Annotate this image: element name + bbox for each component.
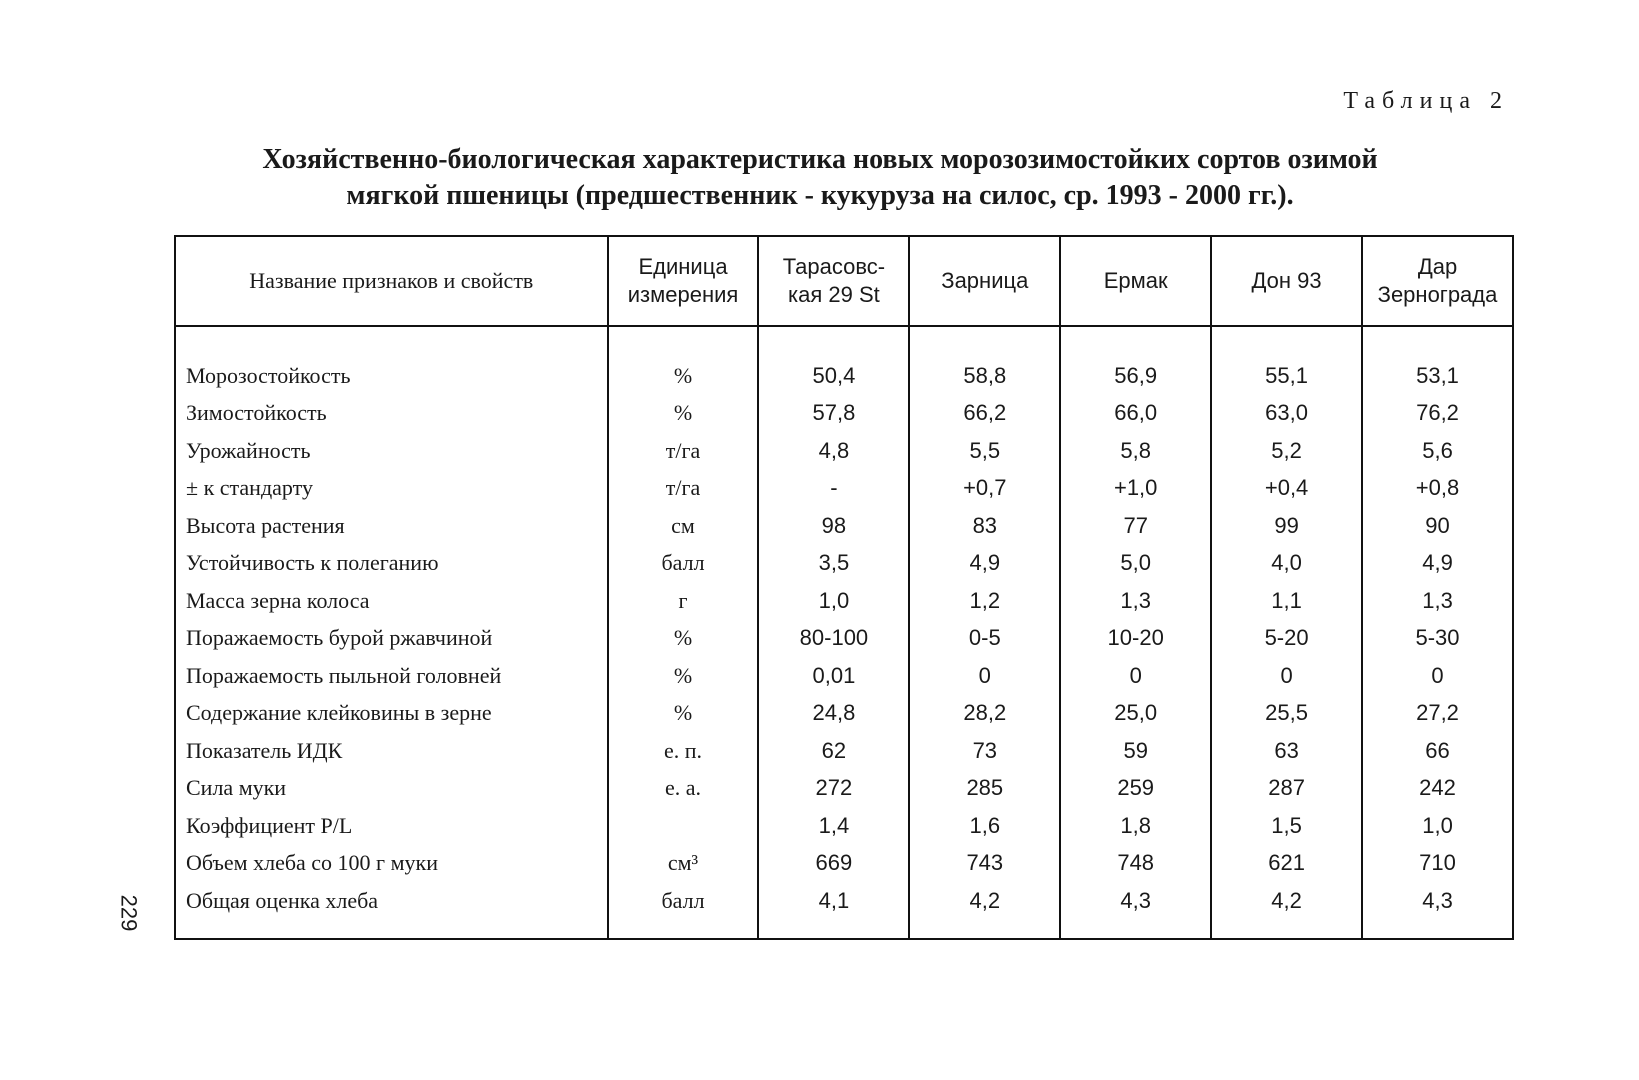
row-value: +0,4	[1211, 470, 1362, 508]
row-unit: т/га	[608, 470, 759, 508]
table-row	[175, 807, 1513, 845]
row-value: 62	[758, 732, 909, 770]
row-value: 710	[1362, 845, 1513, 883]
title-line-2: мягкой пшеницы (предшественник - кукуруза на силос, ср. 1993 - 2000 гг.).	[346, 180, 1294, 211]
row-name: Масса зерна колоса	[186, 587, 370, 613]
table-row	[175, 695, 1513, 733]
row-unit: е. а.	[608, 770, 759, 808]
row-value: 5,5	[909, 432, 1060, 470]
row-value: 743	[909, 845, 1060, 883]
row-value: 66,0	[1060, 395, 1211, 433]
row-value: 55,1	[1211, 326, 1362, 395]
header-zarnitsa: Зарница	[909, 236, 1060, 326]
row-name: ± к стандарту	[186, 475, 313, 501]
row-value: -	[758, 470, 909, 508]
row-value: 53,1	[1362, 326, 1513, 395]
header-unit-line-2: измерения	[627, 282, 739, 307]
row-value: 285	[909, 770, 1060, 808]
row-value: 58,8	[909, 326, 1060, 395]
row-value: 80-100	[758, 620, 909, 658]
row-name: Показатель ИДК	[186, 737, 343, 763]
row-value: 4,2	[1211, 882, 1362, 939]
table-row	[175, 432, 1513, 470]
header-dar-line-2: Зернограда	[1377, 282, 1498, 307]
row-value: 242	[1362, 770, 1513, 808]
row-value: 4,1	[758, 882, 909, 939]
characteristics-table	[174, 235, 1514, 940]
row-value: 5,8	[1060, 432, 1211, 470]
row-unit: %	[608, 620, 759, 658]
row-value: 5,6	[1362, 432, 1513, 470]
row-value: 83	[909, 507, 1060, 545]
page-number: 229	[116, 894, 142, 932]
row-value: 66	[1362, 732, 1513, 770]
table-row	[175, 882, 1513, 939]
table-row	[175, 770, 1513, 808]
header-dar-zernograda	[1362, 236, 1513, 326]
row-value: 63	[1211, 732, 1362, 770]
row-value: 287	[1211, 770, 1362, 808]
header-unit-line-1: Единица	[638, 254, 728, 279]
table-body	[175, 326, 1513, 939]
row-value: 1,3	[1060, 582, 1211, 620]
row-value: 77	[1060, 507, 1211, 545]
row-value: 4,8	[758, 432, 909, 470]
row-unit: балл	[608, 882, 759, 939]
table-header-row	[175, 236, 1513, 326]
table-row	[175, 732, 1513, 770]
row-value: 27,2	[1362, 695, 1513, 733]
row-value: 76,2	[1362, 395, 1513, 433]
row-unit	[608, 807, 759, 845]
row-name: Поражаемость пыльной головней	[186, 662, 502, 688]
row-unit: т/га	[608, 432, 759, 470]
row-unit: е. п.	[608, 732, 759, 770]
row-value: 3,5	[758, 545, 909, 583]
row-value: 5,0	[1060, 545, 1211, 583]
row-name: Коэффициент P/L	[186, 812, 353, 838]
row-name: Объем хлеба со 100 г муки	[186, 850, 438, 876]
row-value: 99	[1211, 507, 1362, 545]
row-value: +1,0	[1060, 470, 1211, 508]
header-tarasovskaya	[758, 236, 909, 326]
row-value: 621	[1211, 845, 1362, 883]
row-value: 5,2	[1211, 432, 1362, 470]
table-row	[175, 545, 1513, 583]
row-value: 4,2	[909, 882, 1060, 939]
row-unit: балл	[608, 545, 759, 583]
header-unit	[608, 236, 759, 326]
row-value: +0,7	[909, 470, 1060, 508]
row-value: 98	[758, 507, 909, 545]
row-name: Содержание клейковины в зерне	[186, 700, 492, 726]
row-value: 259	[1060, 770, 1211, 808]
row-value: 0	[909, 657, 1060, 695]
row-value: 4,0	[1211, 545, 1362, 583]
table-title	[130, 142, 1510, 214]
header-tarasovskaya-line-2: кая 29 St	[788, 282, 880, 307]
row-value: 57,8	[758, 395, 909, 433]
row-value: 4,3	[1362, 882, 1513, 939]
row-value: 10-20	[1060, 620, 1211, 658]
row-value: 28,2	[909, 695, 1060, 733]
row-value: +0,8	[1362, 470, 1513, 508]
row-value: 0	[1211, 657, 1362, 695]
row-value: 4,9	[909, 545, 1060, 583]
table-label: Таблица 2	[1343, 88, 1509, 114]
table-row	[175, 507, 1513, 545]
row-name: Высота растения	[186, 512, 345, 538]
row-value: 56,9	[1060, 326, 1211, 395]
table-row	[175, 845, 1513, 883]
row-value: 1,6	[909, 807, 1060, 845]
row-value: 748	[1060, 845, 1211, 883]
row-unit: %	[608, 657, 759, 695]
row-value: 59	[1060, 732, 1211, 770]
row-value: 272	[758, 770, 909, 808]
table-row	[175, 395, 1513, 433]
row-name: Урожайность	[186, 437, 311, 463]
row-value: 1,0	[758, 582, 909, 620]
row-unit: г	[608, 582, 759, 620]
row-value: 669	[758, 845, 909, 883]
row-value: 66,2	[909, 395, 1060, 433]
row-value: 5-20	[1211, 620, 1362, 658]
row-value: 50,4	[758, 326, 909, 395]
row-name: Сила муки	[186, 775, 287, 801]
table-row	[175, 620, 1513, 658]
row-unit: см	[608, 507, 759, 545]
row-value: 0	[1362, 657, 1513, 695]
row-value: 5-30	[1362, 620, 1513, 658]
header-name: Название признаков и свойств	[175, 236, 608, 326]
row-value: 4,3	[1060, 882, 1211, 939]
row-value: 90	[1362, 507, 1513, 545]
row-value: 1,5	[1211, 807, 1362, 845]
header-don-93: Дон 93	[1211, 236, 1362, 326]
row-name: Устойчивость к полеганию	[186, 550, 439, 576]
table-row	[175, 657, 1513, 695]
row-value: 0	[1060, 657, 1211, 695]
row-value: 1,1	[1211, 582, 1362, 620]
row-value: 0-5	[909, 620, 1060, 658]
row-unit: %	[608, 695, 759, 733]
table-row	[175, 470, 1513, 508]
table-row	[175, 326, 1513, 395]
row-value: 0,01	[758, 657, 909, 695]
row-value: 25,5	[1211, 695, 1362, 733]
row-value: 73	[909, 732, 1060, 770]
header-tarasovskaya-line-1: Тарасовс-	[782, 254, 886, 279]
row-name: Морозостойкость	[186, 362, 351, 388]
row-value: 1,2	[909, 582, 1060, 620]
row-value: 1,3	[1362, 582, 1513, 620]
row-value: 4,9	[1362, 545, 1513, 583]
row-name: Поражаемость бурой ржавчиной	[186, 625, 493, 651]
row-value: 25,0	[1060, 695, 1211, 733]
row-value: 63,0	[1211, 395, 1362, 433]
row-name: Общая оценка хлеба	[186, 887, 379, 913]
row-value: 1,4	[758, 807, 909, 845]
header-ermak: Ермак	[1060, 236, 1211, 326]
title-line-1: Хозяйственно-биологическая характеристика новых морозозимостойких сортов озимой	[262, 144, 1378, 175]
row-unit: %	[608, 326, 759, 395]
row-value: 1,0	[1362, 807, 1513, 845]
row-value: 1,8	[1060, 807, 1211, 845]
row-unit: %	[608, 395, 759, 433]
row-value: 24,8	[758, 695, 909, 733]
header-dar-line-1: Дар	[1417, 254, 1458, 279]
row-unit: см³	[608, 845, 759, 883]
table-row	[175, 582, 1513, 620]
row-name: Зимостойкость	[186, 400, 327, 426]
